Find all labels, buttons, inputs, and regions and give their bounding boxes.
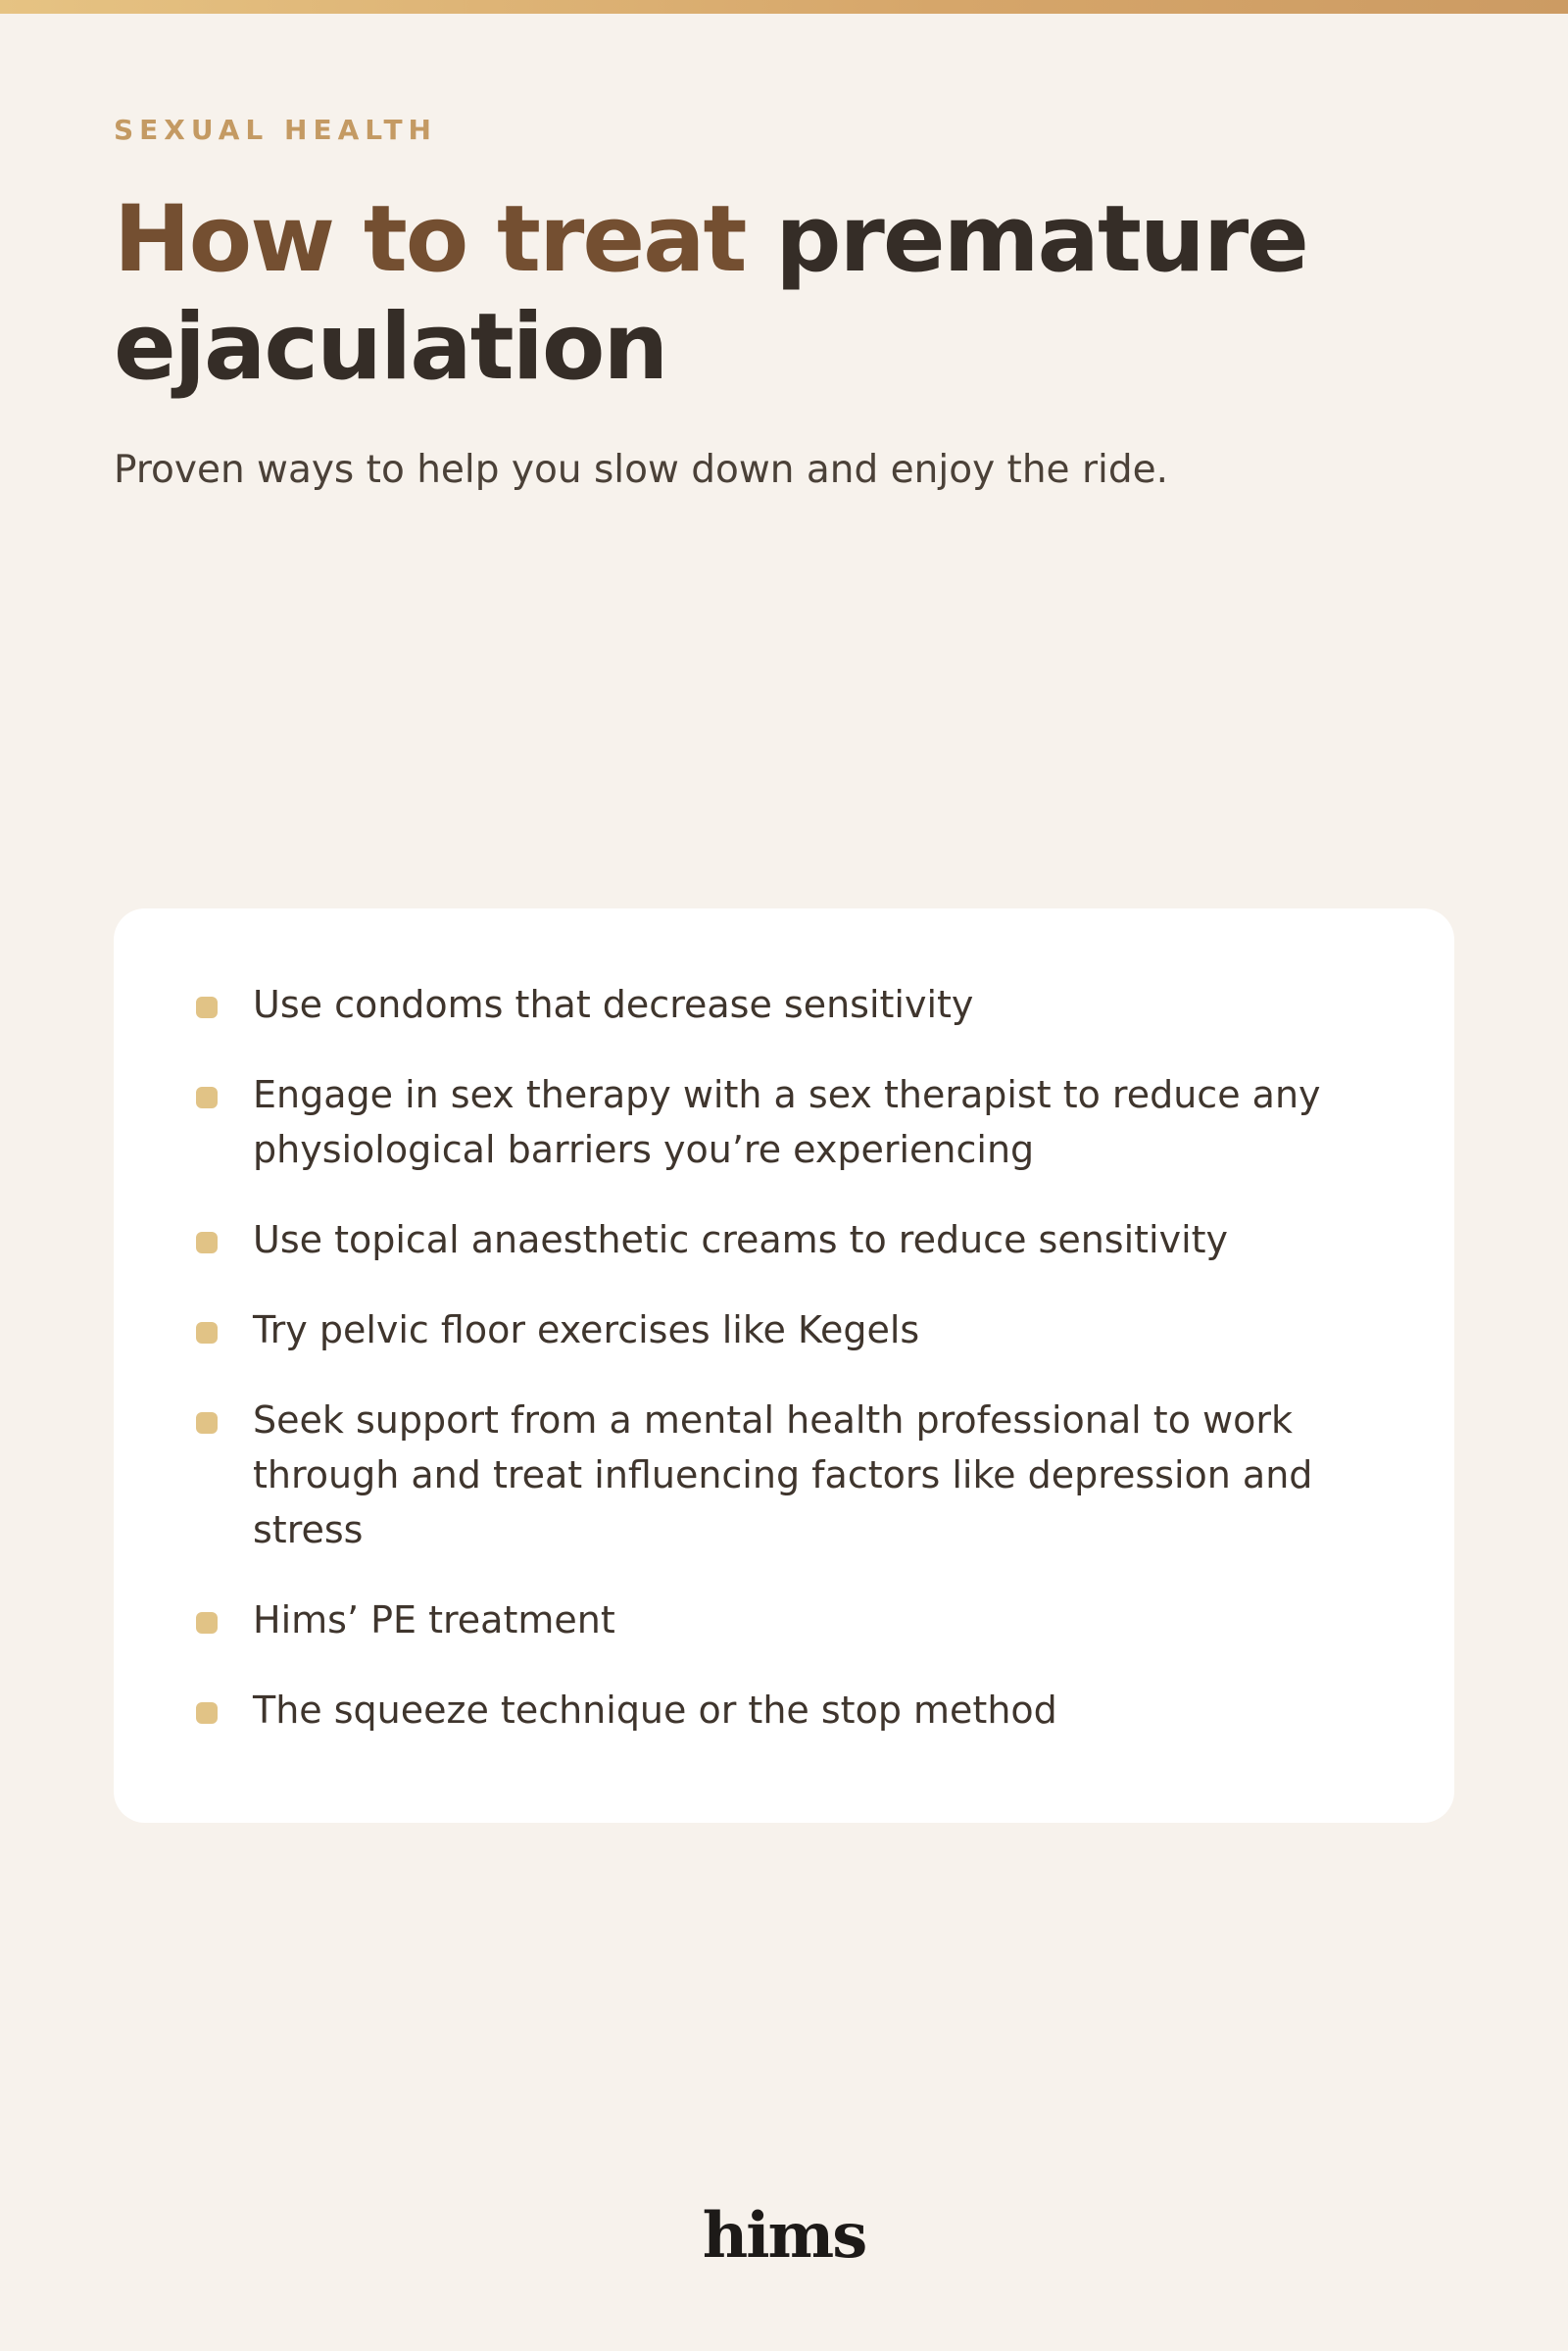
bullet-icon (196, 997, 218, 1018)
page-title (114, 186, 1466, 402)
list-item-text: Seek support from a mental health professional to work through and treat influencing factors like depression and stress (253, 1398, 1313, 1551)
category-label: SEXUAL HEALTH (114, 114, 437, 146)
bullet-icon (196, 1322, 218, 1344)
bullet-icon (196, 1612, 218, 1634)
list-item (114, 1212, 1454, 1267)
treatment-list (114, 977, 1454, 1773)
list-item (114, 977, 1454, 1032)
list-item (114, 1067, 1454, 1177)
list-item-text: The squeeze technique or the stop method (253, 1689, 1057, 1732)
page-subtitle: Proven ways to help you slow down and enjoy the ride. (114, 448, 1168, 492)
title-rest: premature ejaculation (114, 186, 1307, 401)
list-item-text: Try pelvic floor exercises like Kegels (253, 1308, 920, 1351)
bullet-icon (196, 1232, 218, 1253)
list-item-text: Engage in sex therapy with a sex therapist to reduce any physiological barriers you’re experiencing (253, 1073, 1321, 1171)
treatment-card (114, 908, 1454, 1823)
top-accent-bar (0, 0, 1568, 14)
list-item-text: Use topical anaesthetic creams to reduce sensitivity (253, 1218, 1229, 1261)
list-item (114, 1393, 1454, 1557)
hims-logo: hims (702, 2199, 866, 2273)
list-item-text: Hims’ PE treatment (253, 1598, 615, 1641)
title-accent: How to treat (114, 186, 746, 293)
bullet-icon (196, 1412, 218, 1434)
list-item (114, 1683, 1454, 1738)
list-item (114, 1302, 1454, 1357)
bullet-icon (196, 1087, 218, 1108)
list-item-text: Use condoms that decrease sensitivity (253, 983, 974, 1026)
bullet-icon (196, 1702, 218, 1724)
list-item (114, 1592, 1454, 1647)
